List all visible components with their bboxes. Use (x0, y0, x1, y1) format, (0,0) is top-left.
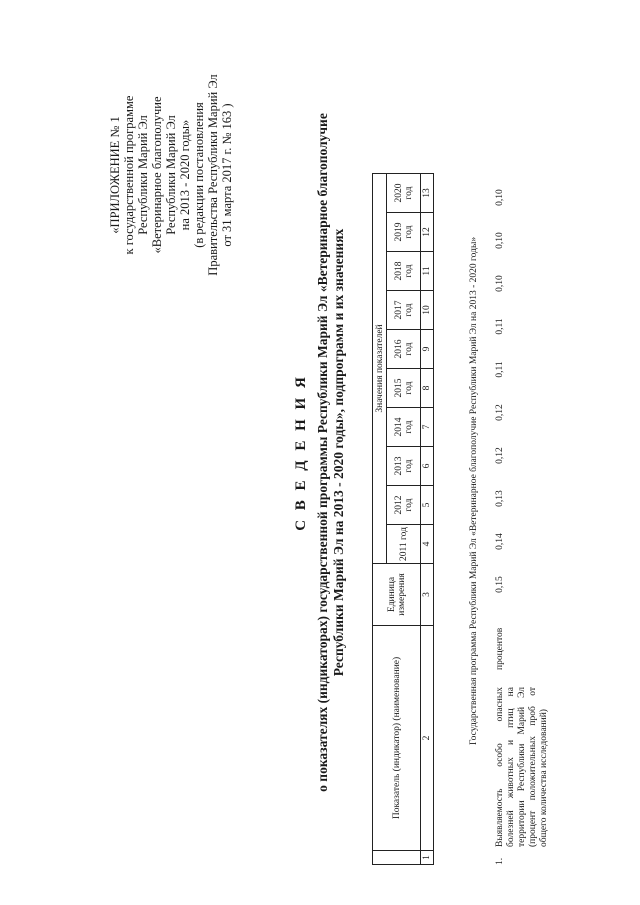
header-year: 2011 год (387, 525, 421, 564)
column-number: 10 (421, 291, 434, 330)
annex-line: «Ветеринарное благополучие (150, 96, 164, 254)
header-unit: Единица измерения (373, 564, 421, 626)
header-values: Значения показателей (373, 174, 387, 564)
column-number: 9 (421, 330, 434, 369)
column-number: 4 (421, 525, 434, 564)
header-year: 2017 год (387, 291, 421, 330)
column-number: 2 (421, 626, 434, 851)
header-year: 2014 год (387, 408, 421, 447)
header-year: 2016 год (387, 330, 421, 369)
column-number: 5 (421, 486, 434, 525)
indicators-table (372, 173, 434, 865)
row-value: 0,12 (495, 404, 505, 421)
column-number: 3 (421, 564, 434, 626)
subtitle-line: Республики Марий Эл на 2013 - 2020 годы», подпрограмм и их значениях (331, 228, 346, 677)
column-number: 7 (421, 408, 434, 447)
annex-line: (в редакции постановления (192, 102, 206, 248)
column-number: 11 (421, 252, 434, 291)
row-number: 1. (495, 857, 505, 865)
row-value: 0,10 (495, 275, 505, 292)
header-year: 2013 год (387, 447, 421, 486)
row-indicator-name: Выявляемость особо опасных болезней животных и птиц на территории Республики Марий Эл (процент положительных проб от общего количества исследований) (495, 687, 549, 847)
header-year: 2015 год (387, 369, 421, 408)
document-title: С В Е Д Е Н И Я (293, 374, 309, 531)
subtitle-line: о показателях (индикаторах) государственной программы Республики Марий Эл «Ветеринарное благополучие (315, 113, 330, 792)
header-year: 2018 год (387, 252, 421, 291)
column-number: 12 (421, 213, 434, 252)
column-number: 8 (421, 369, 434, 408)
section-title: Государственная программа Республики Марий Эл «Ветеринарное благополучие Республики Марий Эл на 2013 - 2020 годы» (469, 236, 479, 745)
annex-line: на 2013 - 2020 годы» (178, 119, 192, 231)
annex-header (108, 55, 234, 295)
column-number: 13 (421, 174, 434, 213)
annex-line: Республики Марий Эл (136, 115, 150, 235)
row-value: 0,15 (495, 576, 505, 593)
header-year: 2020 год (387, 174, 421, 213)
column-number: 6 (421, 447, 434, 486)
row-value: 0,14 (495, 533, 505, 550)
header-year: 2019 год (387, 213, 421, 252)
header-number (373, 851, 421, 865)
row-value: 0,13 (495, 490, 505, 507)
annex-line: от 31 марта 2017 г. № 163 ) (220, 103, 234, 247)
annex-line: к государственной программе (122, 95, 136, 255)
row-unit: процентов (495, 627, 505, 670)
row-value: 0,11 (495, 318, 505, 335)
header-year: 2012 год (387, 486, 421, 525)
annex-line: «ПРИЛОЖЕНИЕ № 1 (108, 116, 122, 234)
annex-line: Республики Марий Эл (164, 115, 178, 235)
row-value: 0,12 (495, 447, 505, 464)
row-value: 0,10 (495, 189, 505, 206)
row-value: 0,11 (495, 361, 505, 378)
document-subtitle (315, 0, 347, 905)
row-value: 0,10 (495, 232, 505, 249)
header-indicator-name: Показатель (индикатор) (наименование) (373, 626, 421, 851)
column-number: 1 (421, 851, 434, 865)
annex-line: Правительства Республики Марий Эл (206, 74, 220, 276)
